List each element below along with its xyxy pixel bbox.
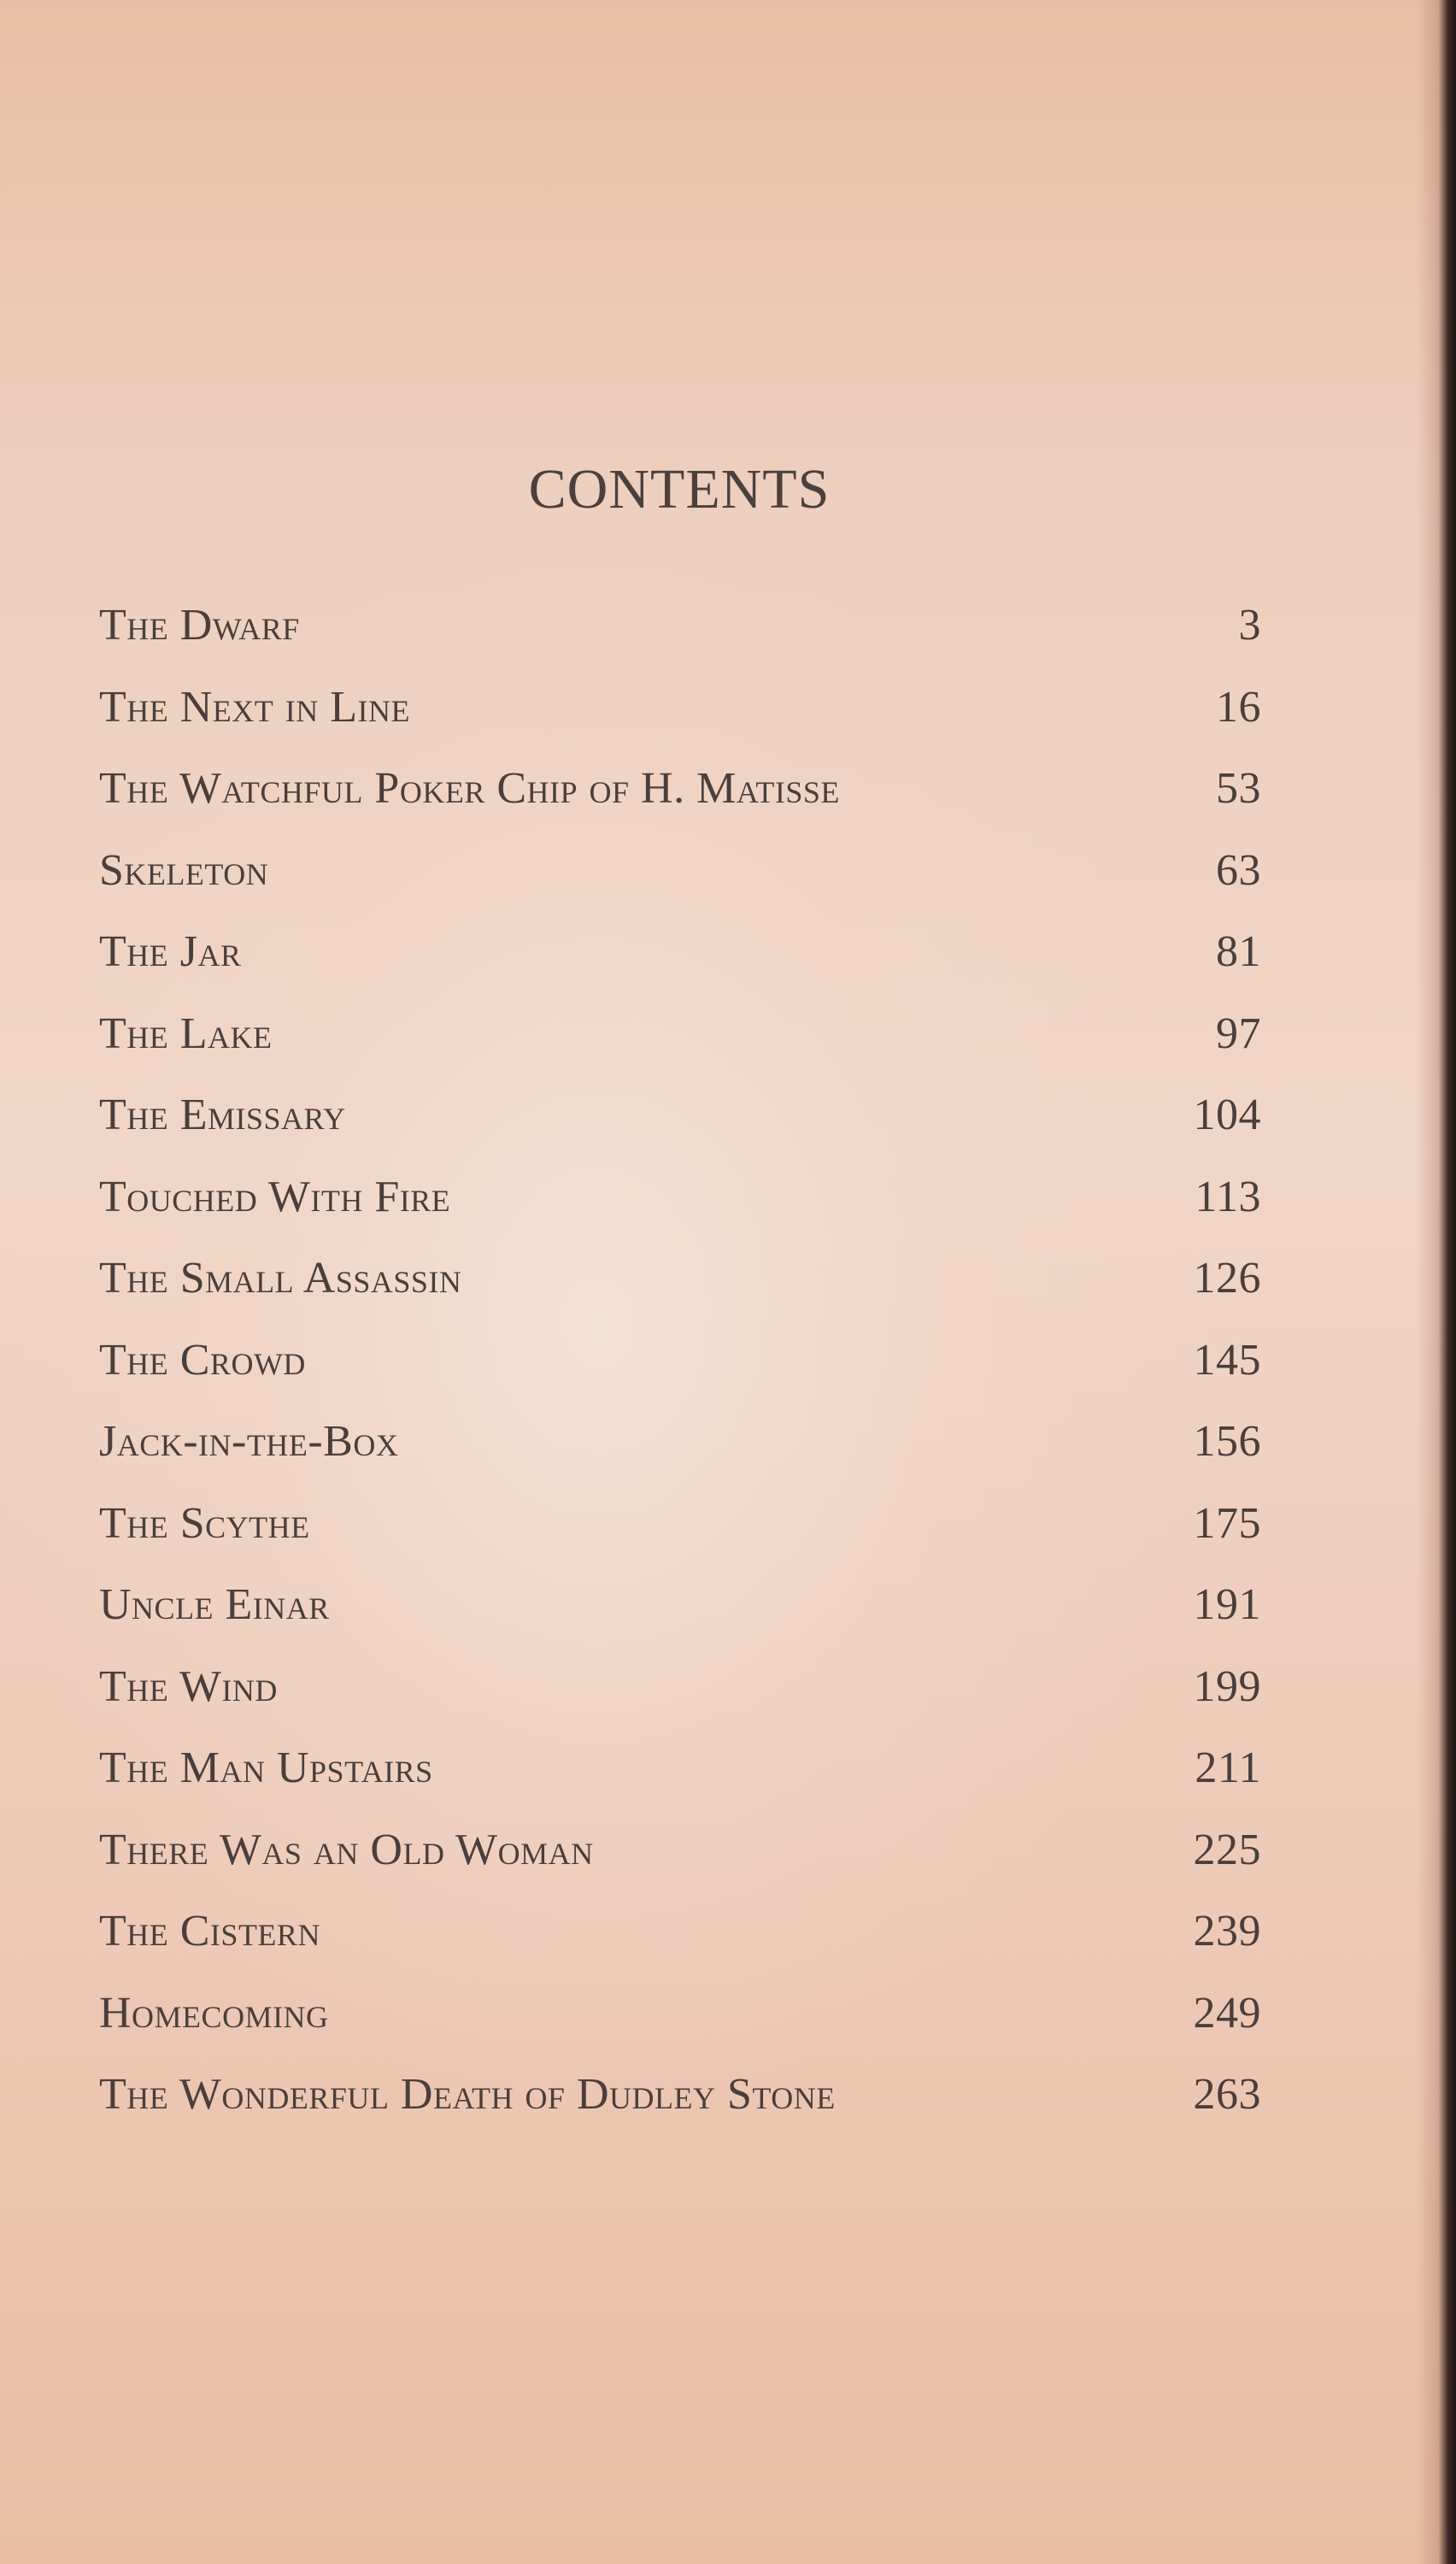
toc-entry-title: Skeleton: [99, 845, 269, 895]
toc-entry-title: The Dwarf: [99, 601, 300, 650]
toc-entry-title: The Small Assassin: [99, 1254, 462, 1303]
toc-entry-page: 263: [1193, 2070, 1261, 2119]
toc-entry: [99, 845, 1261, 927]
toc-entry-page: 225: [1193, 1825, 1261, 1874]
toc-entry-title: The Next in Line: [99, 682, 411, 732]
toc-entry: [99, 763, 1261, 845]
toc-entry-title: The Scythe: [99, 1498, 310, 1548]
toc-entry-page: 126: [1193, 1254, 1261, 1303]
toc-entry: [99, 1009, 1261, 1091]
toc-entry-title: Touched With Fire: [99, 1172, 451, 1221]
toc-entry-page: 175: [1193, 1498, 1261, 1548]
page-edge-shadow: [1417, 0, 1456, 2564]
toc-entry: [99, 1825, 1261, 1907]
toc-entry: [99, 1579, 1261, 1661]
toc-entry-title: The Jar: [99, 927, 242, 976]
toc-entry-title: The Cistern: [99, 1907, 320, 1955]
toc-entry: [99, 1416, 1261, 1498]
toc-entry-page: 81: [1216, 927, 1261, 976]
toc-entry: [99, 1743, 1261, 1825]
toc-entry-page: 97: [1216, 1009, 1261, 1058]
toc-entry-title: Uncle Einar: [99, 1580, 330, 1629]
toc-entry-title: The Lake: [99, 1009, 273, 1058]
contents-heading: CONTENTS: [528, 458, 831, 520]
toc-entry-title: There Was an Old Woman: [99, 1825, 594, 1874]
toc-entry-page: 53: [1216, 764, 1261, 813]
toc-entry-page: 145: [1193, 1335, 1261, 1385]
toc-entry: [99, 1335, 1261, 1417]
toc-entry: [99, 600, 1261, 682]
toc-entry-page: 239: [1193, 1907, 1261, 1955]
toc-entry-title: The Emissary: [99, 1091, 346, 1139]
toc-entry-title: The Wind: [99, 1661, 278, 1711]
toc-entry-page: 199: [1193, 1661, 1261, 1711]
toc-entry-page: 3: [1238, 601, 1261, 650]
toc-entry-page: 156: [1193, 1417, 1261, 1466]
toc-entry-page: 113: [1195, 1172, 1261, 1221]
toc-entry: [99, 1988, 1261, 2070]
toc-entry: [99, 1661, 1261, 1744]
toc-entry-page: 191: [1193, 1580, 1261, 1629]
table-of-contents: [99, 600, 1261, 2151]
toc-entry-title: Homecoming: [99, 1988, 329, 2038]
toc-entry-page: 104: [1193, 1091, 1261, 1139]
toc-entry-page: 249: [1193, 1988, 1261, 2038]
toc-entry: [99, 1906, 1261, 1988]
toc-entry: [99, 1090, 1261, 1172]
toc-entry-page: 16: [1216, 682, 1261, 732]
toc-entry-page: 63: [1216, 845, 1261, 895]
toc-entry-title: The Watchful Poker Chip of H. Matisse: [99, 764, 840, 813]
toc-entry-title: Jack-in-the-Box: [99, 1417, 399, 1466]
toc-entry-title: The Crowd: [99, 1335, 306, 1385]
toc-entry-page: 211: [1195, 1744, 1261, 1792]
toc-entry: [99, 1253, 1261, 1335]
toc-entry: [99, 682, 1261, 764]
toc-entry-title: The Man Upstairs: [99, 1744, 433, 1792]
toc-entry: [99, 926, 1261, 1009]
toc-entry-title: The Wonderful Death of Dudley Stone: [99, 2070, 836, 2119]
toc-entry: [99, 1172, 1261, 1254]
toc-entry: [99, 1498, 1261, 1580]
toc-entry: [99, 2069, 1261, 2151]
